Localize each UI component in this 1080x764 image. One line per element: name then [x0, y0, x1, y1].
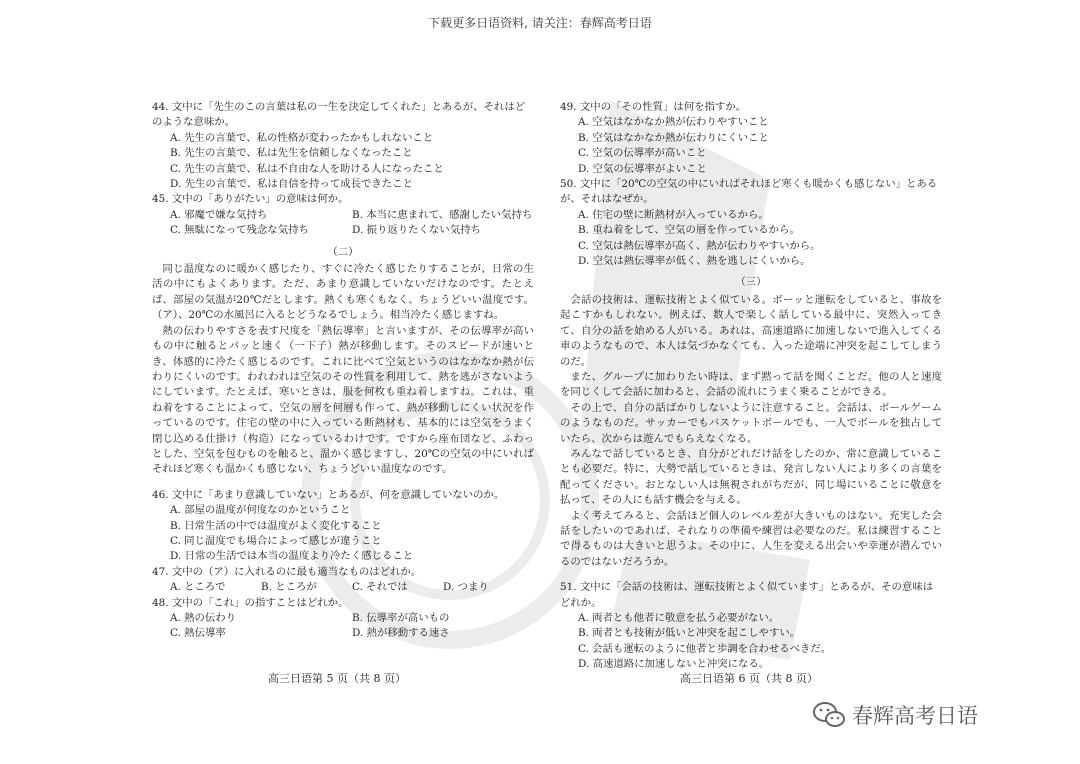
option-b[interactable]: B. 空気はなかなか熱が伝わりにくいこと: [578, 131, 769, 144]
brand-watermark: [812, 700, 978, 730]
question-text: 46. 文中に「あまり意識していない」とあるが、何を意識していないのか。: [152, 488, 505, 501]
question-51: [560, 580, 942, 672]
option-c[interactable]: C. 空気は熱伝導率が高く、熱が伝わりやすいから。: [578, 239, 821, 252]
option-a[interactable]: A. 邪魔で嫌な気持ち: [170, 208, 268, 221]
option-a[interactable]: A. 先生の言葉で、私の性格が変わったかもしれないこと: [170, 131, 434, 144]
option-d[interactable]: D. つまり: [443, 581, 489, 594]
passage-paragraph: 熱の伝わりやすさを表す尺度を「熱伝導率」と言いますが、その伝導率が高いもの中に触るとパッと速く（一下子）熱が移動します。そのスピードが速いとき、体感的に冷たく感じるのです。これに比べて空気というのはなかなか熱が伝わりにくいのです。われわれは空気のその性質を利用して、熱を逃がさないようにしています。たとえば、寒いときは、服を何枚も重ね着しますね。これは、重ね着をすることによって、空気の層を何層も作って、熱が移動しにくい状況を作っているのです。住宅の壁の中に入っている断熱材も、基本的には空気をうまく閉じ込める仕掛け（构造）になっているわけです。ですから座布団など、ふわっとした、空気を包むものを触ると、温かく感じますし、20℃の空気の中にいればそれほど寒くも温かくも感じない、ちょうどいい温度なのです。: [152, 324, 534, 476]
option-d[interactable]: D. 熱が移動する速さ: [352, 627, 450, 640]
option-a[interactable]: A. 住宅の壁に断熱材が入っているから。: [578, 208, 769, 221]
option-d[interactable]: D. 振り返りたくない気持ち: [352, 224, 481, 237]
option-b[interactable]: B. 日常生活の中では温度がよく変化すること: [170, 519, 382, 532]
question-46: [152, 488, 534, 565]
question-47: [152, 565, 534, 596]
passage-paragraph: よく考えてみると、会話ほど個人のレベル差が大きいものはない。充実した会話をしたいのであれば、それなりの準備や練習は必要なのだ。私は練習することで得るものは大きいと思うよ。その中に、人生を変える出会いや幸運が潜んでいるのではないだろうか。: [560, 509, 942, 568]
option-a[interactable]: A. ところで: [170, 581, 226, 594]
question-44: [152, 100, 534, 192]
option-c[interactable]: C. それでは: [352, 581, 408, 594]
passage-paragraph: また、グループに加わりたい時は、まず黙って話を聞くことだ。他の人と速度を同じくして会話に加わると、会話の流れにうまく乗ることができる。: [560, 370, 942, 399]
passage-paragraph: 会話の技術は、運転技術とよく似ている。ボーッと運転をしていると、事故を起こすかもしれない。例えば、数人で楽しく話している最中に、突然入ってきて、自分の話を始める人がいる。あれは、高速道路に加速しないで進入してくる車のようなもので、本人は気づかなくても、入った途端に冲突を起こしてしまうのだ。: [560, 293, 942, 368]
option-c[interactable]: C. 同じ温度でも場合によって感じが違うこと: [170, 534, 382, 547]
page-footer-left: 高三日语第 5 页（共 8 页）: [268, 672, 406, 685]
option-d[interactable]: D. 日常の生活では本当の温度より冷たく感じること: [170, 550, 414, 563]
option-a[interactable]: A. 熱の伝わり: [170, 612, 237, 624]
passage-paragraph: みんなで話しているとき、自分がどれだけ話をしたのか、常に意識していることも必要だ。特に、大勢で話しているときは、発言しない人により多くの言葉を配ってください。おとなしい人は無視されがちだが、同じ場にいることに敬意を払って、その人にも話す機会を与える。: [560, 447, 942, 507]
option-a[interactable]: A. 空気はなかなか熱が伝わりやすいこと: [578, 116, 769, 129]
passage-paragraph: その上で、自分の話ばかりしないように注意すること。会話は、ボールゲームのようなものだ。サッカーでもバスケットボールでも、一人でボールを独占していたら、次からは遊んでもらえなくなる。: [560, 401, 942, 445]
left-page: [152, 100, 534, 642]
option-d[interactable]: D. 先生の言葉で、私は自信を持って成長できたこと: [170, 178, 413, 191]
section-heading: （二）: [327, 245, 359, 258]
option-d[interactable]: D. 空気の伝導率がよいこと: [578, 162, 707, 175]
option-b[interactable]: B. 先生の言葉で、私は先生を信頼しなくなったこと: [170, 147, 413, 160]
page-header: 下载更多日语资料, 请关注：春辉高考日语: [428, 16, 652, 30]
question-50: [560, 177, 942, 269]
question-text: 48. 文中の「これ」の指すことはどれか。: [152, 596, 349, 609]
option-d[interactable]: D. 空気は熱伝導率が低く、熱を逃しにくいから。: [578, 255, 811, 268]
question-text: 45. 文中の「ありがたい」の意味は何か。: [152, 193, 349, 206]
option-d[interactable]: D. 高速道路に加速しないと冲突になる。: [578, 658, 770, 671]
brand-name: 春辉高考日语: [852, 704, 978, 728]
option-b[interactable]: B. 重ね着をして、空気の層を作っているから。: [578, 224, 800, 237]
option-b[interactable]: B. ところが: [261, 581, 317, 594]
right-page: [560, 100, 942, 673]
passage-paragraph: 同じ温度なのに暖かく感じたり、すぐに冷たく感じたりすることが、日常の生活の中にもよくあります。ただ、あまり意識していないだけなのです。たとえば、部屋の気温が20℃だとします。熱くも寒くもなく、ちょうどいい温度です。（ア）、20℃の水風呂に入るとどうなるでしょう。相当冷たく感じますね。: [152, 263, 534, 322]
option-c[interactable]: C. 先生の言葉で、私は不自由な人を助ける人になったこと: [170, 162, 444, 175]
option-a[interactable]: A. 両者とも他者に敬意を払う必要がない。: [578, 612, 780, 624]
option-c[interactable]: C. 会話も運転のように他者と歩調を合わせるべきだ。: [578, 642, 832, 655]
question-text: 44. 文中に「先生のこの言葉は私の一生を決定してくれた」とあるが、それはどのような意味か。: [152, 101, 526, 129]
option-b[interactable]: B. 伝導率が高いもの: [352, 612, 450, 624]
section-heading: （三）: [735, 276, 767, 289]
question-48: [152, 596, 534, 642]
question-text: 50. 文中に「20℃の空気の中にいればそれほど寒くも暖かくも感じない」とあるが、それはなぜか。: [560, 178, 938, 206]
option-b[interactable]: B. 両者とも技術が低いと冲突を起こしやすい。: [578, 627, 801, 640]
question-text: 49. 文中の「その性質」は何を指すか。: [560, 101, 747, 113]
question-45: [152, 192, 534, 238]
wechat-icon: [812, 700, 846, 730]
option-b[interactable]: B. 本当に恵まれて、感謝したい気持ち: [352, 208, 533, 221]
question-text: 51. 文中に「会話の技術は、運転技術とよく似ています」とあるが、その意味はどれか。: [560, 581, 934, 609]
page-footer-right: 高三日语第 6 页（共 8 页）: [680, 672, 818, 685]
option-a[interactable]: A. 部屋の温度が何度なのかということ: [170, 504, 351, 517]
option-c[interactable]: C. 空気の伝導率が高いこと: [578, 147, 707, 160]
question-49: [560, 100, 942, 177]
option-c[interactable]: C. 熱伝導率: [170, 627, 226, 640]
option-c[interactable]: C. 無駄になって残念な気持ち: [170, 224, 309, 237]
question-text: 47. 文中の（ア）に入れるのに最も適当なものはどれか。: [152, 565, 422, 578]
